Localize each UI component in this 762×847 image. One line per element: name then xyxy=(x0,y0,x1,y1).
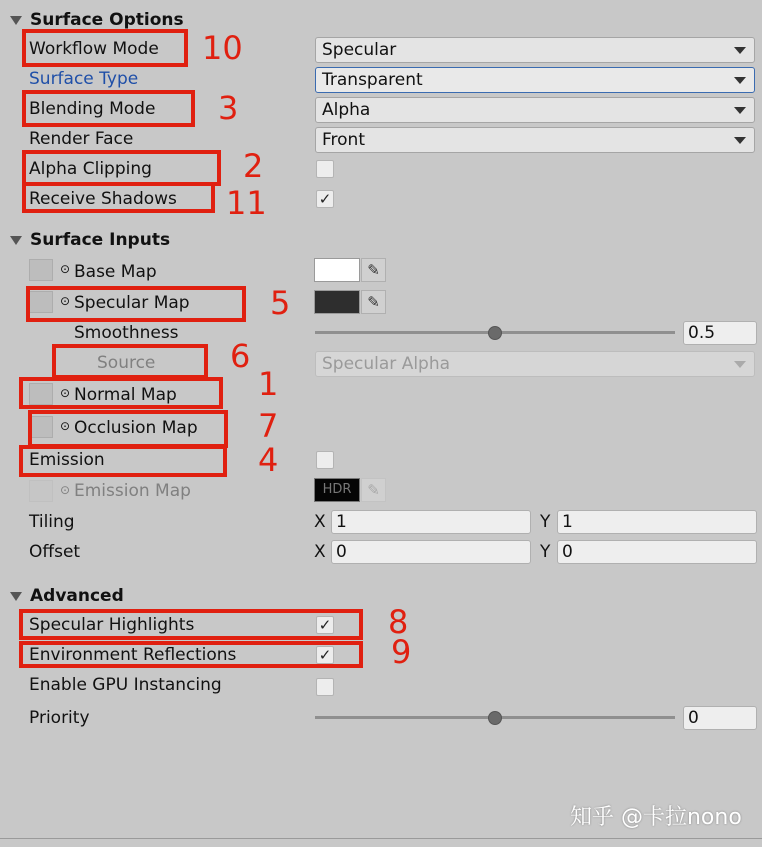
highlight-environment-reflections xyxy=(19,641,363,668)
priority-slider-handle[interactable] xyxy=(488,711,502,725)
gpu-instancing-label: Enable GPU Instancing xyxy=(29,675,222,695)
hdr-label: HDR xyxy=(322,482,352,497)
offset-y-label: Y xyxy=(540,542,551,562)
normal-map-label: Normal Map xyxy=(74,385,177,405)
environment-reflections-label: Environment Reflections xyxy=(29,645,237,665)
annotation-number: 10 xyxy=(202,29,243,67)
annotation-number: 6 xyxy=(230,337,251,375)
alpha-clipping-checkbox[interactable] xyxy=(316,160,334,178)
surface-type-dropdown[interactable] xyxy=(315,67,755,93)
specular-highlights-label: Specular Highlights xyxy=(29,615,195,635)
specular-highlights-checkbox[interactable]: ✓ xyxy=(316,616,334,634)
priority-value-field[interactable]: 0 xyxy=(683,706,757,730)
base-map-texture-slot[interactable] xyxy=(29,259,53,281)
tiling-y-field[interactable]: 1 xyxy=(557,510,757,534)
chevron-down-icon xyxy=(734,47,746,54)
smoothness-value-field[interactable]: 0.5 xyxy=(683,321,757,345)
highlight-emission xyxy=(19,445,227,477)
blending-mode-dropdown[interactable] xyxy=(315,97,755,123)
chevron-down-icon xyxy=(734,361,746,368)
eyedropper-icon[interactable]: ✎ xyxy=(361,290,386,314)
section-surface-options[interactable] xyxy=(10,10,184,30)
target-circle-icon[interactable]: ⊙ xyxy=(60,294,71,308)
smoothness-slider-handle[interactable] xyxy=(488,326,502,340)
workflow-mode-label: Workflow Mode xyxy=(29,39,159,59)
tiling-x-label: X xyxy=(314,512,326,532)
eyedropper-icon: ✎ xyxy=(361,478,386,502)
workflow-mode-dropdown[interactable] xyxy=(315,37,755,63)
emission-map-label: Emission Map xyxy=(74,481,191,501)
annotation-number: 8 xyxy=(388,603,409,641)
dropdown-value: Transparent xyxy=(322,70,423,90)
target-circle-icon: ⊙ xyxy=(60,483,71,497)
foldout-triangle-down-icon xyxy=(10,592,22,601)
foldout-triangle-down-icon xyxy=(10,236,22,245)
highlight-normal-map xyxy=(19,377,223,409)
section-title: Surface Inputs xyxy=(30,230,171,250)
annotation-number: 4 xyxy=(258,441,279,479)
chevron-down-icon xyxy=(734,137,746,144)
source-label: Source xyxy=(97,353,156,373)
chevron-down-icon xyxy=(734,77,746,84)
foldout-triangle-down-icon xyxy=(10,16,22,25)
tiling-x-field[interactable]: 1 xyxy=(331,510,531,534)
offset-x-field[interactable]: 0 xyxy=(331,540,531,564)
specular-map-color-swatch[interactable] xyxy=(314,290,360,314)
receive-shadows-checkbox[interactable]: ✓ xyxy=(316,190,334,208)
receive-shadows-label: Receive Shadows xyxy=(29,189,177,209)
annotation-number: 3 xyxy=(218,89,239,127)
offset-x-label: X xyxy=(314,542,326,562)
annotation-number: 2 xyxy=(243,147,264,185)
dropdown-value: Specular Alpha xyxy=(322,354,451,374)
alpha-clipping-label: Alpha Clipping xyxy=(29,159,152,179)
blending-mode-label: Blending Mode xyxy=(29,99,156,119)
highlight-workflow-mode xyxy=(22,29,188,67)
offset-label: Offset xyxy=(29,542,81,562)
section-title: Surface Options xyxy=(30,10,184,30)
tiling-y-label: Y xyxy=(540,512,551,532)
annotation-number: 11 xyxy=(226,184,267,222)
emission-color-swatch xyxy=(314,478,360,502)
highlight-specular-highlights xyxy=(19,609,363,640)
section-surface-inputs[interactable] xyxy=(10,230,170,250)
highlight-receive-shadows xyxy=(22,182,215,213)
annotation-number: 9 xyxy=(391,633,412,671)
surface-type-label: Surface Type xyxy=(29,69,139,89)
highlight-alpha-clipping xyxy=(22,150,221,186)
render-face-label: Render Face xyxy=(29,129,134,149)
chevron-down-icon xyxy=(734,107,746,114)
highlight-blending-mode xyxy=(22,90,195,127)
target-circle-icon[interactable]: ⊙ xyxy=(60,386,71,400)
dropdown-value: Alpha xyxy=(322,100,371,120)
emission-checkbox[interactable] xyxy=(316,451,334,469)
specular-map-label: Specular Map xyxy=(74,293,190,313)
highlight-occlusion-map xyxy=(28,410,228,448)
eyedropper-icon[interactable]: ✎ xyxy=(361,258,386,282)
highlight-source xyxy=(52,344,208,379)
offset-y-field[interactable]: 0 xyxy=(557,540,757,564)
gpu-instancing-checkbox[interactable] xyxy=(316,678,334,696)
environment-reflections-checkbox[interactable]: ✓ xyxy=(316,646,334,664)
smoothness-label: Smoothness xyxy=(74,323,179,343)
target-circle-icon[interactable]: ⊙ xyxy=(60,419,71,433)
render-face-dropdown[interactable] xyxy=(315,127,755,153)
annotation-number: 7 xyxy=(258,407,279,445)
highlight-specular-map xyxy=(26,286,246,322)
base-map-color-swatch[interactable] xyxy=(314,258,360,282)
occlusion-map-label: Occlusion Map xyxy=(74,418,198,438)
annotation-number: 5 xyxy=(270,284,291,322)
target-circle-icon[interactable]: ⊙ xyxy=(60,262,71,276)
section-title: Advanced xyxy=(30,586,124,606)
emission-label: Emission xyxy=(29,450,105,470)
watermark: 知乎 @卡拉nono xyxy=(570,805,742,830)
dropdown-value: Front xyxy=(322,130,365,150)
section-advanced[interactable] xyxy=(10,586,124,606)
base-map-label: Base Map xyxy=(74,262,157,282)
tiling-label: Tiling xyxy=(29,512,75,532)
bottom-divider xyxy=(0,838,762,839)
emission-map-texture-slot xyxy=(29,480,53,502)
dropdown-value: Specular xyxy=(322,40,397,60)
annotation-number: 1 xyxy=(258,365,279,403)
priority-label: Priority xyxy=(29,708,90,728)
source-dropdown xyxy=(315,351,755,377)
